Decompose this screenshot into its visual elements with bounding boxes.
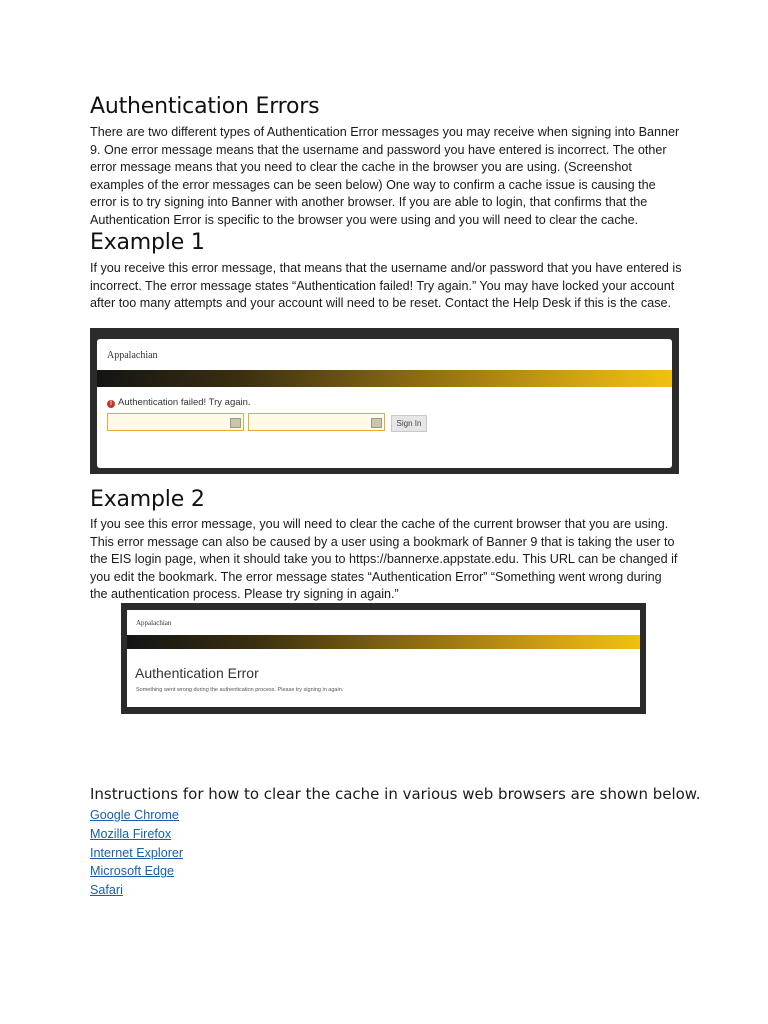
example-1-paragraph: If you receive this error message, that means that the username and/or password that you have entered is incorrect. The error message states “Authentication failed! Try again.” You may have locked your account after too many attempts and your account will need to be reset. Contact the Help Desk if this is the case. (90, 261, 682, 311)
browser-links (90, 806, 183, 900)
auth-failed-message (107, 397, 251, 408)
example-2-paragraph: If you see this error message, you will need to clear the cache of the current browser that you are using. This error message can also be caused by a user using a bookmark of Banner 9 that is taking the user to the EIS login page, when it should take you to https://bannerxe.appstate.edu. This URL can be changed if you edit the bookmark. The error message states “Authentication Error” “Something went wrong during the authentication process. Please try signing in again.” (90, 517, 678, 602)
example-1-heading: Example 1 (90, 230, 205, 255)
appalachian-logo: Appalachian (107, 350, 158, 361)
link-microsoft-edge[interactable]: Microsoft Edge (90, 864, 174, 879)
link-mozilla-firefox[interactable]: Mozilla Firefox (90, 826, 172, 841)
gold-banner (127, 635, 640, 649)
sign-in-button[interactable]: Sign In (391, 415, 427, 432)
link-safari[interactable]: Safari (90, 883, 123, 898)
link-google-chrome[interactable]: Google Chrome (90, 808, 179, 822)
example-1-screenshot (90, 328, 679, 474)
auth-error-title: Authentication Error (135, 665, 259, 681)
username-field[interactable] (107, 413, 244, 431)
keyboard-icon (230, 418, 241, 428)
error-panel (127, 610, 640, 707)
example-2-screenshot (121, 603, 646, 714)
keyboard-icon (371, 418, 382, 428)
page-title: Authentication Errors (90, 94, 320, 119)
password-field[interactable] (248, 413, 385, 431)
gold-banner (97, 370, 672, 387)
instructions-heading: Instructions for how to clear the cache in various web browsers are shown below. (90, 785, 701, 803)
error-icon: ! (107, 400, 115, 408)
link-internet-explorer[interactable]: Internet Explorer (90, 845, 184, 860)
appalachian-logo: Appalachian (136, 619, 172, 627)
auth-error-subtitle: Something went wrong during the authentication process. Please try signing in again. (136, 687, 344, 693)
example-2-heading: Example 2 (90, 487, 205, 512)
login-panel (97, 339, 672, 468)
auth-failed-text: Authentication failed! Try again. (118, 397, 251, 408)
intro-paragraph: There are two different types of Authentication Error messages you may receive when signing into Banner 9. One error message means that the username and password you have entered is incorrect. The other error message means that you need to clear the cache in the browser you are using. (Screenshot examples of the error messages can be seen below) One way to confirm a cache issue is causing the error is to try signing into Banner with another browser. If you are able to login, that confirms that the Authentication Error is specific to the browser you were using and you will need to clear the cache. (90, 125, 680, 227)
